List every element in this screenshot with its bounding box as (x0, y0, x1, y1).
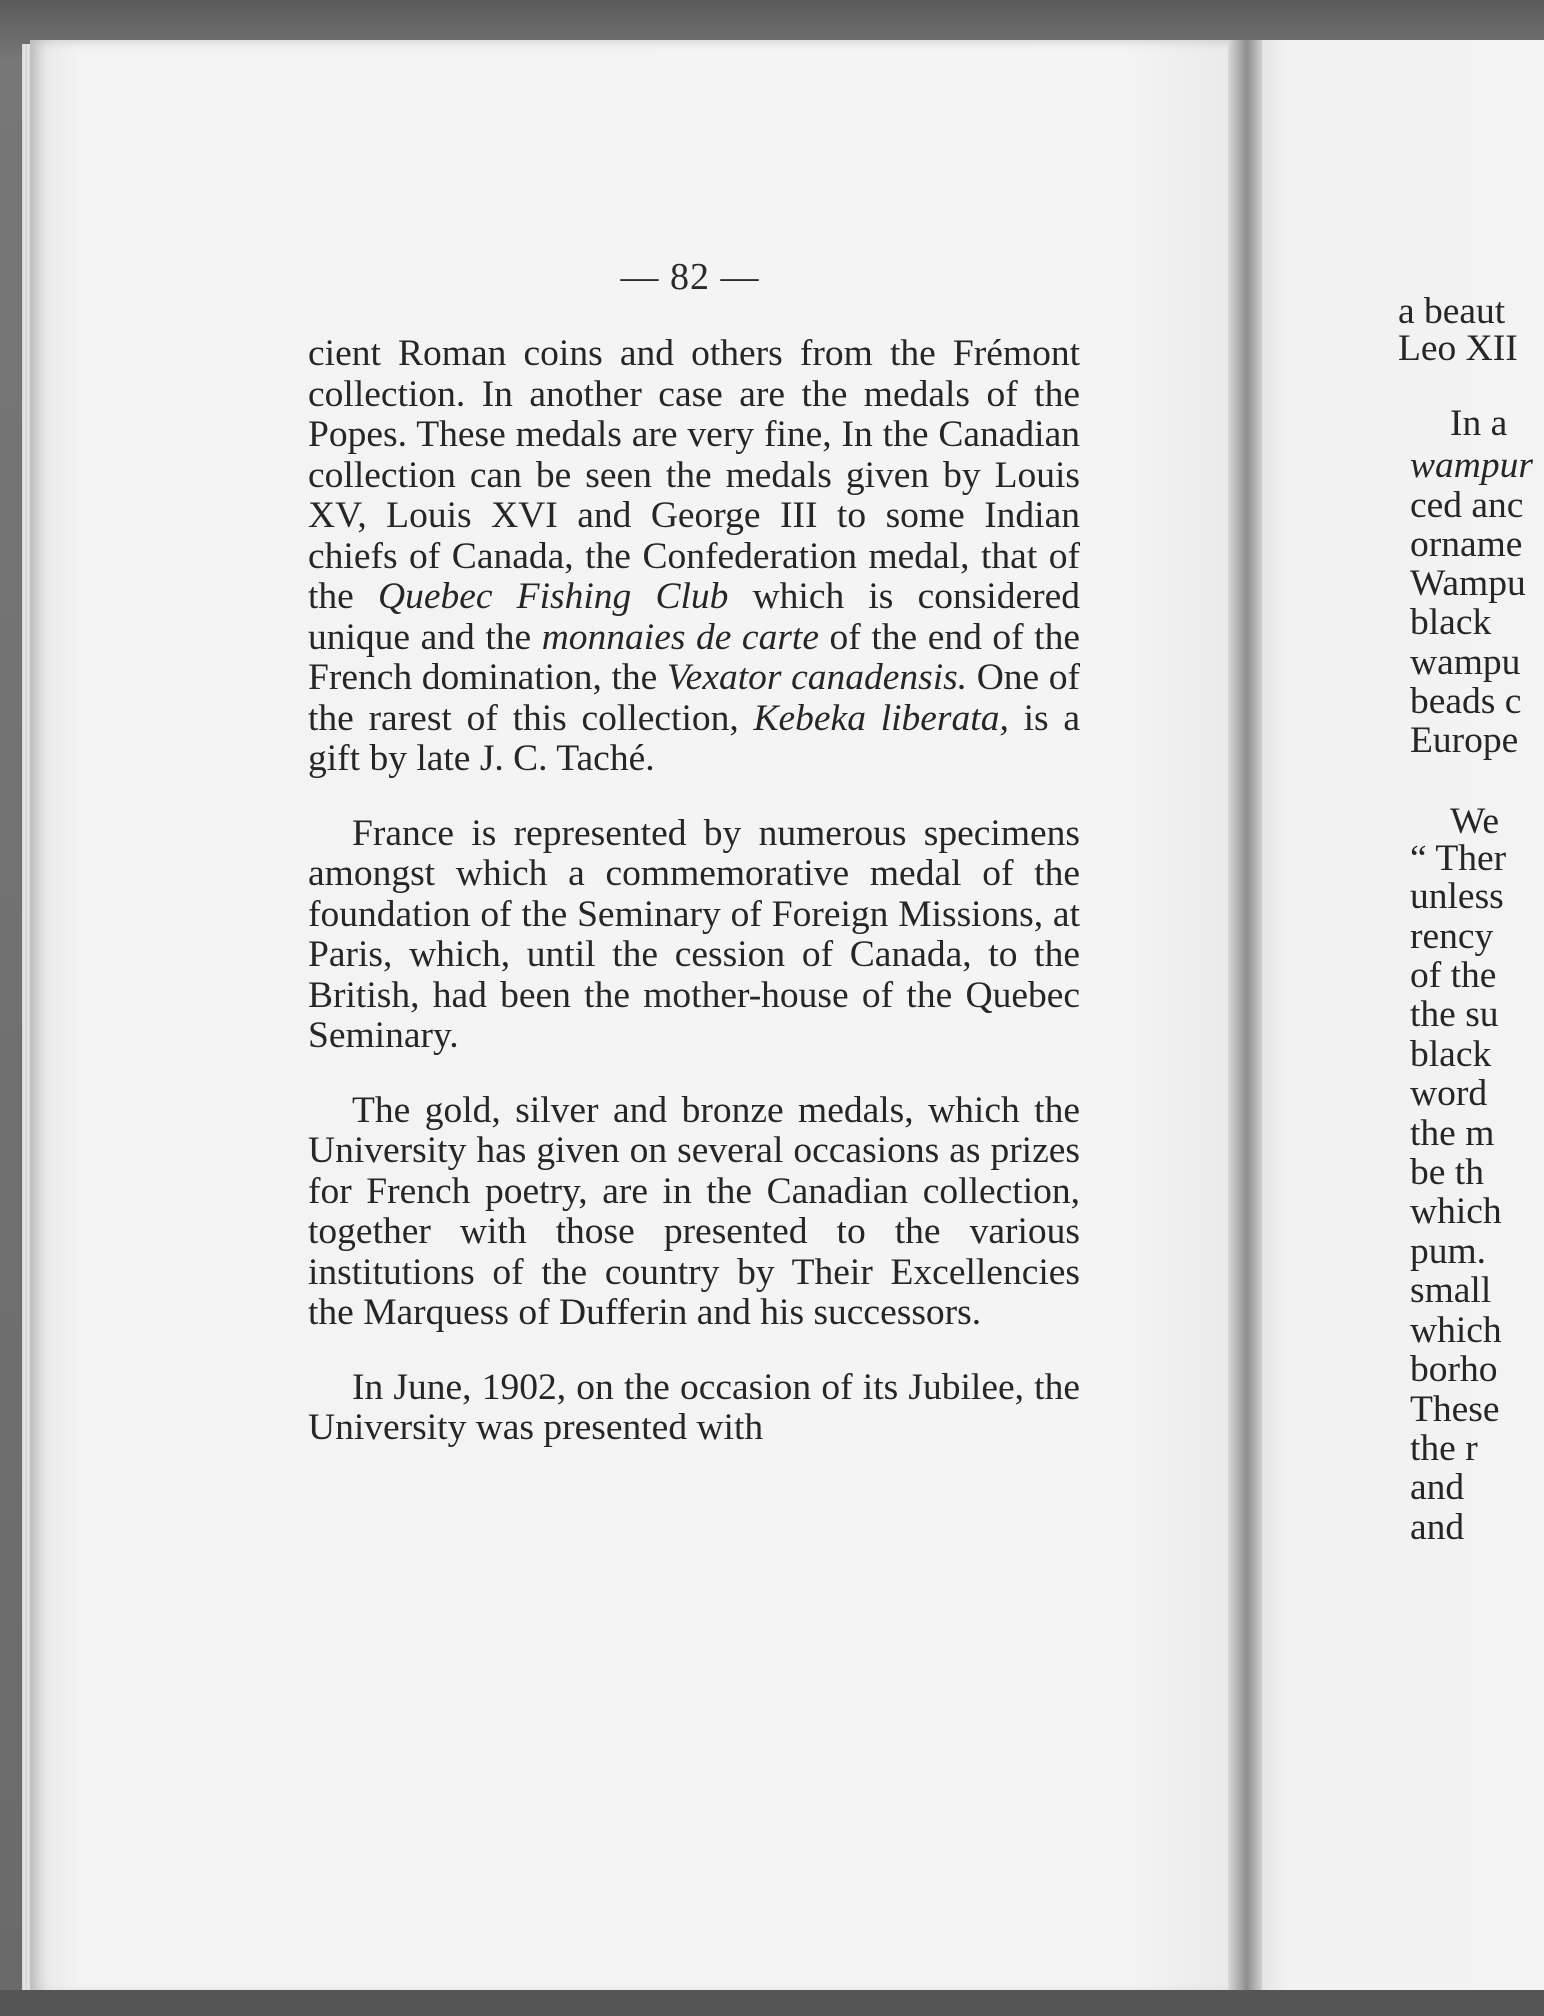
right-page-line: ced anc (1410, 485, 1524, 526)
right-page-line: a beaut (1398, 291, 1506, 332)
paragraph (308, 1368, 1080, 1449)
right-page-line: the m (1410, 1113, 1495, 1154)
right-page-line: which (1410, 1310, 1502, 1351)
right-page-line: Leo XII (1398, 328, 1518, 369)
right-page-line: and (1410, 1467, 1465, 1508)
right-page-line: beads c (1410, 681, 1522, 722)
right-page-line: word (1410, 1073, 1488, 1114)
right-page-line: “ Ther (1410, 838, 1507, 879)
right-page-line: of the (1410, 955, 1497, 996)
right-page-line: Europe (1410, 720, 1519, 761)
text-segment: is a gift by late J. C. Taché. (308, 697, 1080, 779)
right-page-line: Wampu (1410, 563, 1526, 604)
right-page-line: small (1410, 1270, 1492, 1311)
right-page-line: orname (1410, 524, 1523, 565)
right-page-line: borho (1410, 1349, 1498, 1390)
italic-text: Kebeka liberata, (753, 697, 1009, 739)
scan-bottom-edge (0, 1990, 1544, 2016)
right-page-line: wampu (1410, 642, 1521, 683)
italic-text: Quebec Fishing Club (378, 576, 729, 617)
italic-text: Vexator canadensis. (666, 657, 968, 698)
right-page-line: black (1410, 1034, 1492, 1075)
text-segment: cient Roman coins and others from the Frémont collection. In another case are the medals of the Popes. These medals are very fine, In the Canadian collection can be seen the medals given by Louis XV, Louis XVI and George III to some Indian chiefs of Canada, the Confederation medal, that of the (308, 333, 1080, 617)
right-page-line: In a (1450, 403, 1508, 444)
text-segment: The gold, silver and bronze medals, which the University has given on several occasions as prizes for French poetry, are in the Canadian collection, together with those presented to the various institutions of the country by Their Excellencies the Marquess of Dufferin and his successors. (308, 1089, 1080, 1333)
page-number: — 82 — (620, 256, 760, 298)
text-segment: France is represented by numerous specimens amongst which a commemorative medal of the foundation of the Seminary of Foreign Missions, at Paris, which, until the cession of Canada, to the British, had been the mother-house of the Quebec Seminary. (308, 812, 1080, 1056)
right-page-line: black (1410, 602, 1492, 643)
text-segment: One of the rarest of this collection, (308, 657, 1080, 739)
right-page-line: the su (1410, 994, 1499, 1035)
right-page-line: the r (1410, 1428, 1478, 1469)
right-page-line: which (1410, 1191, 1502, 1232)
paragraph (308, 1091, 1080, 1334)
right-page-line: unless (1410, 876, 1504, 917)
text-segment: of the end of the French domination, the (308, 616, 1080, 698)
text-segment: In June, 1902, on the occasion of its Jubilee, the University was presented with (308, 1366, 1080, 1448)
text-segment: which is considered unique and the (308, 576, 1080, 658)
right-page-line: pum. (1410, 1231, 1487, 1272)
left-page-text (308, 334, 1080, 1483)
right-page-line: be th (1410, 1152, 1484, 1193)
right-page-line: rency (1410, 916, 1494, 957)
paragraph (308, 334, 1080, 780)
right-page-line: wampur (1410, 445, 1533, 486)
right-page-line: and (1410, 1507, 1465, 1548)
right-page-line: We (1450, 801, 1500, 842)
italic-text: monnaies de carte (541, 616, 819, 658)
paragraph (308, 814, 1080, 1057)
right-page-line: These (1410, 1389, 1500, 1430)
